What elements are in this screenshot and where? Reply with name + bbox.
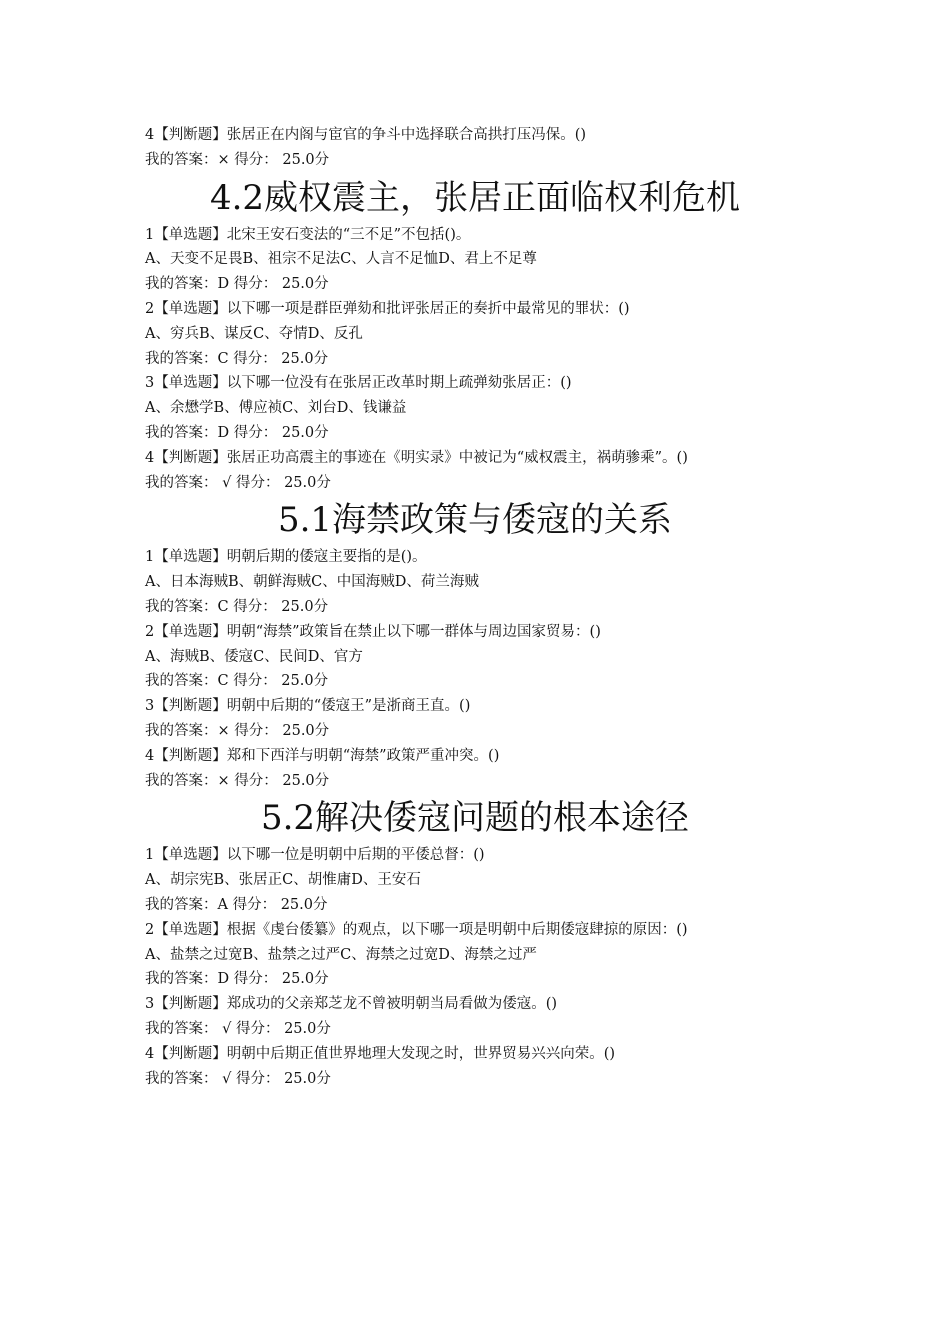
- answer-line: 我的答案：× 得分： 25.0分: [145, 772, 330, 789]
- options-line: A、日本海贼B、朝鲜海贼C、中国海贼D、荷兰海贼: [145, 574, 479, 591]
- question-line: 2【单选题】根据《虔台倭纂》的观点，以下哪一项是明朝中后期倭寇肆掠的原因：(): [145, 921, 688, 938]
- question-line: 4【判断题】张居正功高震主的事迹在《明实录》中被记为“威权震主，祸萌骖乘”。(): [145, 449, 688, 466]
- answer-line: 我的答案：× 得分： 25.0分: [145, 151, 330, 168]
- question-line: 2【单选题】明朝“海禁”政策旨在禁止以下哪一群体与周边国家贸易：(): [145, 623, 601, 640]
- options-line: A、余懋学B、傅应祯C、刘台D、钱谦益: [145, 400, 407, 417]
- section-heading: 5.2解决倭寇问题的根本途径: [260, 798, 690, 839]
- section-heading: 5.1海禁政策与倭寇的关系: [277, 500, 673, 541]
- answer-line: 我的答案：C 得分： 25.0分: [145, 598, 329, 615]
- options-line: A、穷兵B、谋反C、夺情D、反孔: [145, 325, 363, 342]
- answer-line: 我的答案：A 得分： 25.0分: [145, 896, 328, 913]
- question-line: 3【判断题】明朝中后期的“倭寇王”是浙商王直。(): [145, 698, 471, 715]
- section-heading: 4.2威权震主，张居正面临权利危机: [209, 177, 741, 218]
- options-line: A、盐禁之过宽B、盐禁之过严C、海禁之过宽D、海禁之过严: [145, 946, 537, 963]
- answer-line: 我的答案： √ 得分： 25.0分: [145, 1070, 331, 1087]
- answer-line: 我的答案：× 得分： 25.0分: [145, 722, 330, 739]
- answer-line: 我的答案： √ 得分： 25.0分: [145, 1020, 331, 1037]
- options-line: A、胡宗宪B、张居正C、胡惟庸D、王安石: [145, 872, 421, 889]
- answer-line: 我的答案：D 得分： 25.0分: [145, 971, 329, 988]
- answer-line: 我的答案：D 得分： 25.0分: [145, 276, 329, 293]
- answer-line: 我的答案：D 得分： 25.0分: [145, 424, 329, 441]
- answer-line: 我的答案： √ 得分： 25.0分: [145, 474, 331, 491]
- question-line: 1【单选题】以下哪一位是明朝中后期的平倭总督：(): [145, 847, 485, 864]
- answer-line: 我的答案：C 得分： 25.0分: [145, 350, 329, 367]
- question-line: 3【单选题】以下哪一位没有在张居正改革时期上疏弹劾张居正：(): [145, 375, 572, 392]
- question-line: 4【判断题】张居正在内阁与宦官的争斗中选择联合高拱打压冯保。(): [145, 127, 587, 143]
- options-line: A、海贼B、倭寇C、民间D、官方: [145, 648, 363, 665]
- question-line: 2【单选题】以下哪一项是群臣弹劾和批评张居正的奏折中最常见的罪状：(): [145, 300, 630, 317]
- question-line: 4【判断题】明朝中后期正值世界地理大发现之时，世界贸易兴兴向荣。(): [145, 1045, 616, 1062]
- question-line: 1【单选题】北宋王安石变法的“三不足”不包括()。: [145, 226, 471, 243]
- document-content: [145, 123, 825, 1091]
- question-line: 1【单选题】明朝后期的倭寇主要指的是()。: [145, 549, 427, 566]
- answer-line: 我的答案：C 得分： 25.0分: [145, 673, 329, 690]
- options-line: A、天变不足畏B、祖宗不足法C、人言不足恤D、君上不足尊: [145, 251, 537, 268]
- question-line: 3【判断题】郑成功的父亲郑芝龙不曾被明朝当局看做为倭寇。(): [145, 996, 558, 1013]
- question-line: 4【判断题】郑和下西洋与明朝“海禁”政策严重冲突。(): [145, 747, 500, 764]
